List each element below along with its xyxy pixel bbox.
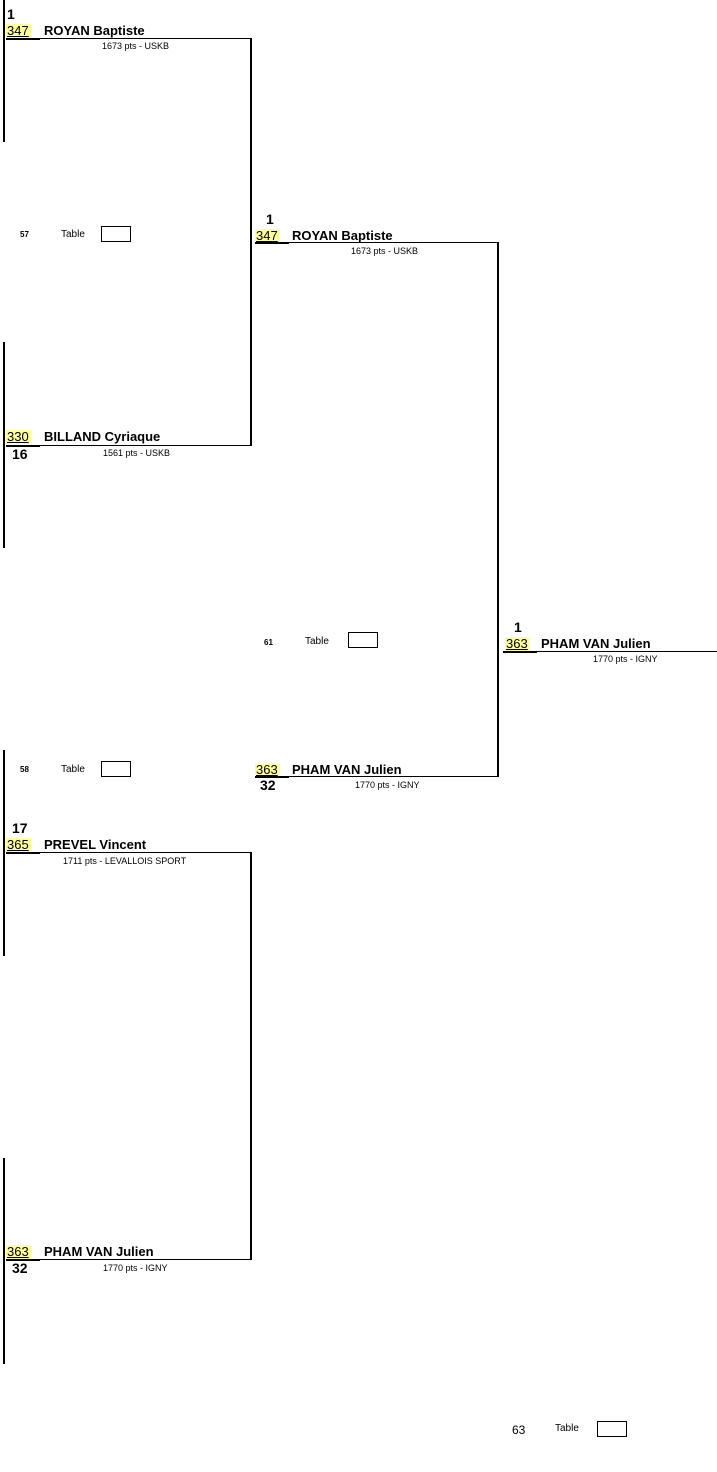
bracket-line xyxy=(250,38,252,446)
player-number: 347 xyxy=(7,23,29,38)
player-info: 1770 pts - IGNY xyxy=(355,780,420,790)
bracket-line xyxy=(250,852,252,1260)
bracket-line xyxy=(6,445,252,446)
player-seed: 32 xyxy=(260,777,276,793)
bracket-line xyxy=(3,750,5,956)
player-number: 363 xyxy=(256,762,278,777)
player-seed: 16 xyxy=(12,446,28,462)
table-label: Table xyxy=(61,229,85,240)
player-name: PHAM VAN Julien xyxy=(44,1244,154,1259)
match-number: 63 xyxy=(512,1423,526,1437)
player-name: PREVEL Vincent xyxy=(44,837,147,852)
player-info: 1770 pts - IGNY xyxy=(103,1263,168,1273)
player-info: 1711 pts - LEVALLOIS SPORT xyxy=(63,856,187,866)
bracket-line xyxy=(497,242,499,777)
bracket-line xyxy=(3,0,5,142)
match-number: 58 xyxy=(20,765,29,774)
bracket-line xyxy=(6,38,40,40)
player-seed: 1 xyxy=(7,6,15,22)
table-number-box[interactable] xyxy=(101,761,131,777)
player-name: BILLAND Cyriaque xyxy=(44,429,161,444)
player-seed: 17 xyxy=(12,820,28,836)
player-seed: 1 xyxy=(266,211,274,227)
player-info: 1673 pts - USKB xyxy=(102,41,170,51)
bracket-line xyxy=(255,776,499,777)
player-name: ROYAN Baptiste xyxy=(292,228,393,243)
match-number: 61 xyxy=(264,638,273,647)
bracket-line xyxy=(6,1259,252,1260)
bracket-line xyxy=(255,242,289,244)
bracket-line xyxy=(6,852,40,854)
player-seed: 1 xyxy=(514,619,522,635)
player-number: 363 xyxy=(7,1244,29,1259)
table-label: Table xyxy=(61,764,85,775)
player-number: 365 xyxy=(7,837,29,852)
table-number-box[interactable] xyxy=(101,226,131,242)
bracket-line xyxy=(503,651,537,653)
bracket-line xyxy=(255,242,499,243)
bracket-line xyxy=(6,852,252,853)
player-info: 1673 pts - USKB xyxy=(351,246,419,256)
bracket-line xyxy=(6,38,252,39)
player-info: 1561 pts - USKB xyxy=(103,448,171,458)
player-number: 330 xyxy=(7,429,29,444)
player-seed: 32 xyxy=(12,1260,28,1276)
table-number-box[interactable] xyxy=(597,1421,627,1437)
bracket-line xyxy=(3,1158,5,1364)
table-number-box[interactable] xyxy=(348,632,378,648)
match-number: 57 xyxy=(20,230,29,239)
bracket-line xyxy=(3,342,5,548)
player-number: 347 xyxy=(256,228,278,243)
player-name: ROYAN Baptiste xyxy=(44,23,145,38)
player-info: 1770 pts - IGNY xyxy=(593,654,658,664)
player-name: PHAM VAN Julien xyxy=(292,762,402,777)
table-label: Table xyxy=(305,636,329,647)
player-number: 363 xyxy=(506,636,528,651)
table-label: Table xyxy=(555,1423,579,1434)
player-name: PHAM VAN Julien xyxy=(541,636,651,651)
